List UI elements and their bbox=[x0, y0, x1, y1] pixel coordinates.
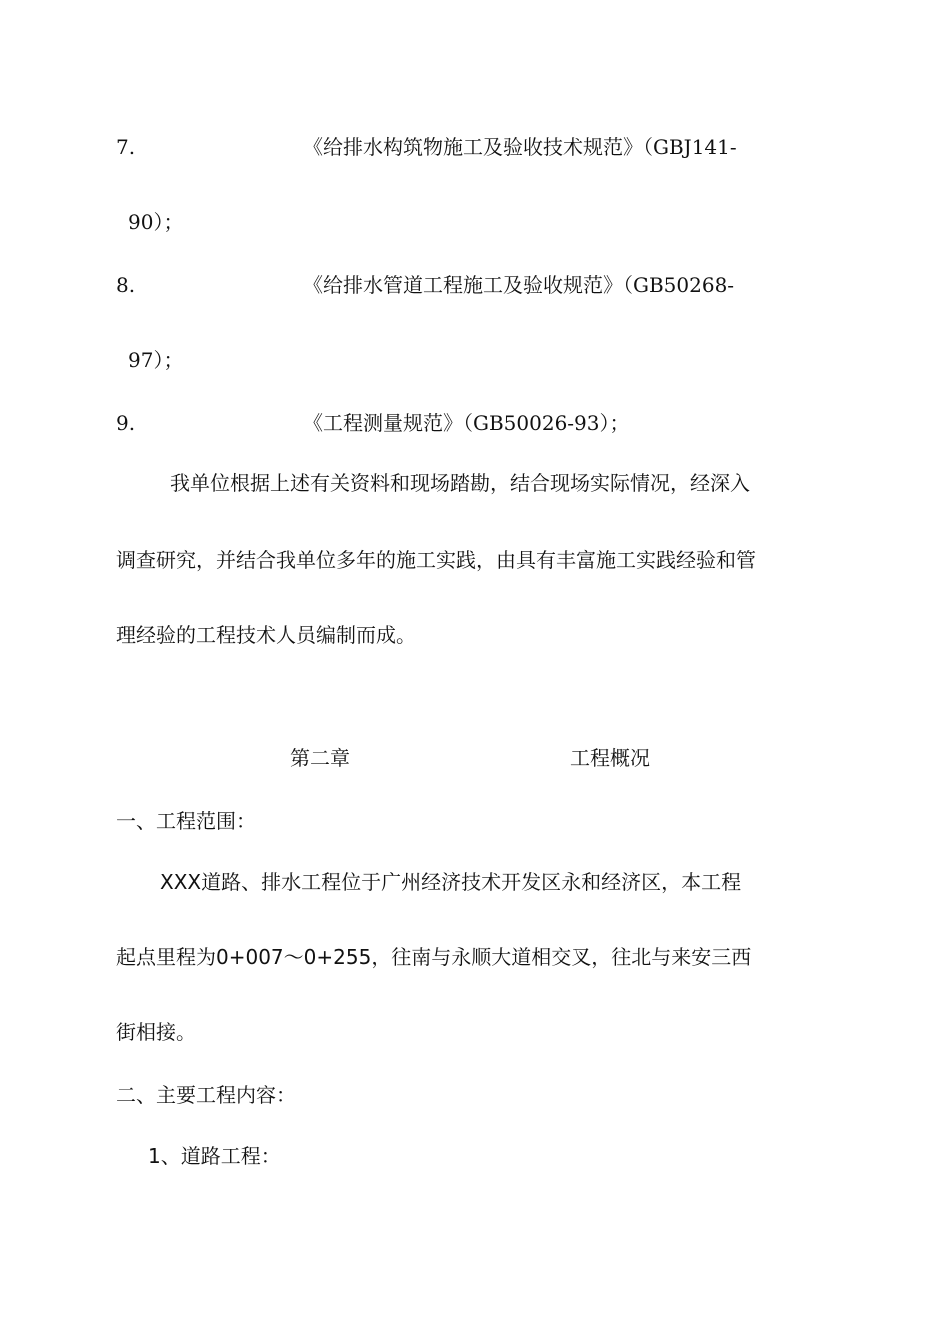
reference-8-continuation: 97）； bbox=[128, 348, 184, 372]
reference-7-title: 《给排水构筑物施工及验收技术规范》（GBJ141- bbox=[303, 135, 737, 159]
reference-8-title: 《给排水管道工程施工及验收规范》（GB50268- bbox=[303, 273, 735, 297]
intro-paragraph-line-1: 我单位根据上述有关资料和现场踏勘，结合现场实际情况，经深入 bbox=[170, 471, 750, 495]
reference-9-title: 《工程测量规范》（GB50026-93）； bbox=[303, 411, 630, 435]
section-1-heading: 一、工程范围： bbox=[116, 809, 256, 833]
reference-7-continuation: 90）； bbox=[128, 210, 184, 234]
chainage-range: 0+007～0+255 bbox=[216, 945, 372, 969]
reference-8-number: 8. bbox=[116, 273, 136, 297]
chapter-number: 第二章 bbox=[290, 746, 350, 770]
reference-9-number: 9. bbox=[116, 411, 136, 435]
subsection-1-heading bbox=[148, 1141, 281, 1171]
chainage-prefix: 起点里程为 bbox=[116, 945, 216, 969]
scope-paragraph-line-3: 街相接。 bbox=[116, 1020, 196, 1044]
subsection-1-number: 1 bbox=[148, 1144, 161, 1168]
chapter-title: 工程概况 bbox=[570, 746, 650, 770]
section-2-heading: 二、主要工程内容： bbox=[116, 1083, 296, 1107]
subsection-1-label: 、道路工程： bbox=[160, 1144, 281, 1168]
scope-paragraph-line-1 bbox=[160, 867, 741, 897]
intro-paragraph-line-3: 理经验的工程技术人员编制而成。 bbox=[116, 623, 416, 647]
project-code: XXX bbox=[160, 870, 202, 894]
scope-paragraph-line-1-text: 道路、排水工程位于广州经济技术开发区永和经济区，本工程 bbox=[201, 870, 742, 894]
scope-paragraph-line-2-text: ，往南与永顺大道相交叉，往北与来安三西 bbox=[371, 945, 752, 969]
reference-7-number: 7. bbox=[116, 135, 136, 159]
scope-paragraph-line-2 bbox=[116, 942, 751, 972]
intro-paragraph-line-2: 调查研究，并结合我单位多年的施工实践，由具有丰富施工实践经验和管 bbox=[116, 548, 756, 572]
